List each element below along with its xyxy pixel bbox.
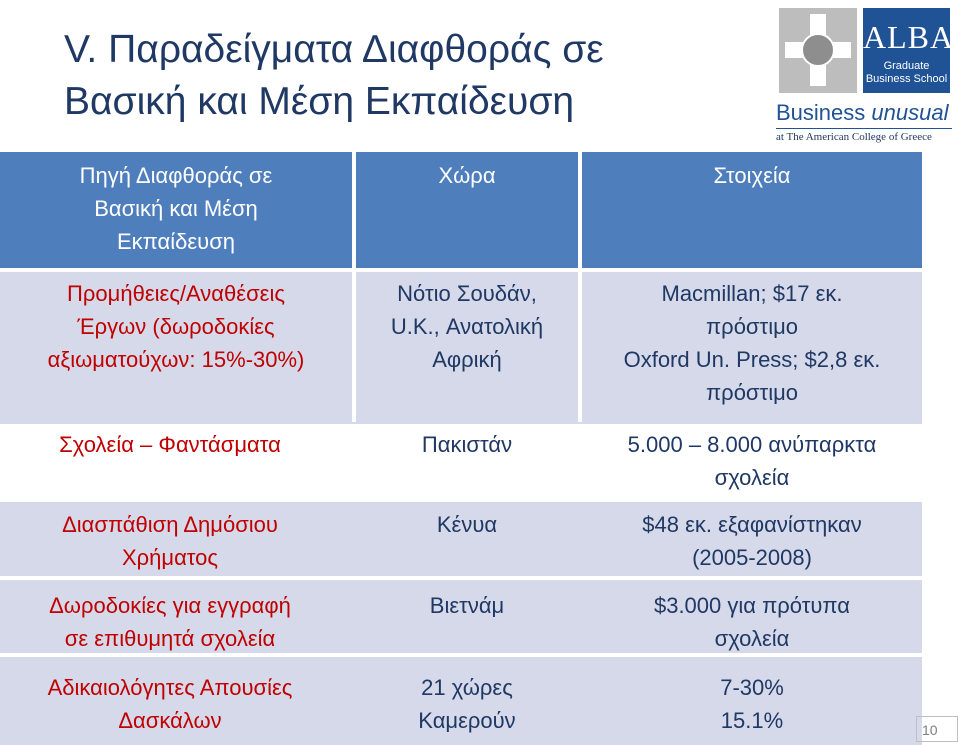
alba-brand-box: [863, 8, 955, 93]
page-number: 10: [922, 722, 938, 738]
alba-tagline-b: unusual: [871, 100, 949, 125]
alba-sub-graduate: Graduate: [883, 60, 930, 72]
alba-sub-school: Business School: [865, 73, 948, 85]
row5-source: Αδικαιολόγητες Απουσίες Δασκάλων: [47, 675, 293, 733]
slide-title-line1: V. Παραδείγματα Διαφθοράς σε: [64, 28, 604, 71]
row3-details: $48 εκ. εξαφανίστηκαν (2005-2008): [642, 512, 862, 570]
row2-country: Πακιστάν: [421, 432, 513, 457]
alba-logo: [776, 8, 955, 146]
alba-college: at The American College of Greece: [776, 131, 932, 143]
header-source: Πηγή Διαφθοράς σε Βασική και Μέση Εκπαίδευση: [79, 163, 273, 254]
slide-title-line2: Βασική και Μέση Εκπαίδευση: [64, 80, 575, 123]
alba-brand-text: ALBA: [863, 19, 955, 55]
row2-source: Σχολεία – Φαντάσματα: [59, 432, 281, 457]
row3-country: Κένυα: [436, 512, 498, 537]
row1-source: Προμήθειες/Αναθέσεις Έργων (δωροδοκίες αξιωματούχων: 15%-30%): [47, 281, 305, 372]
grid-hline: [0, 576, 922, 580]
row5-country: 21 χώρες Καμερούν: [418, 675, 516, 733]
row5-details: 7-30% 15.1%: [720, 675, 784, 733]
seal-icon: [779, 8, 857, 93]
row2-details: 5.000 – 8.000 ανύπαρκτα σχολεία: [627, 432, 877, 490]
alba-tagline-a: Business: [776, 100, 872, 125]
header-details: Στοιχεία: [713, 163, 791, 188]
grid-hline: [0, 498, 922, 502]
header-country: Χώρα: [438, 163, 496, 188]
row1-details: Macmillan; $17 εκ. πρόστιμο Oxford Un. Press; $2,8 εκ. πρόστιμο: [623, 281, 881, 405]
row4-source: Δωροδοκίες για εγγραφή σε επιθυμητά σχολεία: [49, 593, 291, 651]
alba-tagline: [776, 100, 952, 126]
row1-country: Νότιο Σουδάν, U.K., Ανατολική Αφρική: [390, 281, 544, 372]
slide-title: [64, 24, 704, 128]
row4-country: Βιετνάμ: [429, 593, 505, 618]
logo-divider: [776, 128, 952, 129]
row3-source: Διασπάθιση Δημόσιου Χρήματος: [62, 512, 278, 570]
row4-details: $3.000 για πρότυπα σχολεία: [653, 593, 851, 651]
grid-hline: [0, 268, 922, 272]
